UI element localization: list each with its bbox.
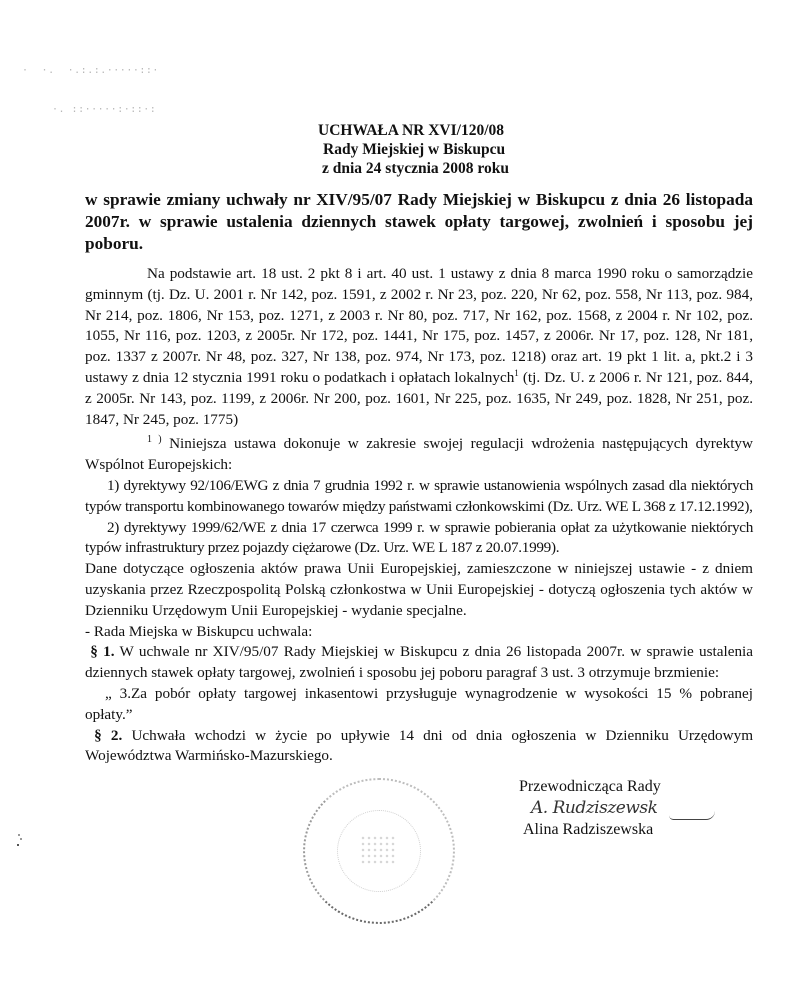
paragraph-1-quote: „ 3.Za pobór opłaty targowej inkasentowi przysługuje wynagrodzenie w wysokości 15 % pobranej opłaty.” [85, 684, 753, 723]
paragraph-1-label: § 1. [90, 643, 115, 661]
resolution-issuer: Rady Miejskiej w Biskupcu [323, 141, 506, 158]
resolution-subject: w sprawie zmiany uchwały nr XIV/95/07 Rady Miejskiej w Biskupcu z dnia 26 listopada 2007r. w sprawie ustalenia dziennych stawek opłaty targowej, zwolnień i sposobu jej poboru. [85, 190, 753, 253]
resolution-title: UCHWAŁA NR XVI/120/08 [318, 122, 505, 139]
resolution-header [318, 121, 618, 178]
signatory-name: Alina Radziszewska [523, 821, 654, 838]
signatory-role: Przewodnicząca Rady [519, 778, 661, 795]
paragraph-2-text: Uchwała wchodzi w życie po upływie 14 dni od dnia ogłoszenia w Dzienniku Urzędowym Województwa Warmińsko-Mazurskiego. [85, 726, 754, 765]
official-seal-stamp [303, 778, 455, 924]
footnote-text: Niniejsza ustawa dokonuje w zakresie swojej regulacji wdrożenia następujących dyrektyw Wspólnot Europejskich: [85, 435, 753, 474]
seal-emblem [360, 835, 396, 865]
paragraph-2-label: § 2. [94, 726, 123, 744]
margin-speck-marks [16, 833, 24, 849]
directive-item-1: 1) dyrektywy 92/106/EWG z dnia 7 grudnia 1992 r. w sprawie ustanowienia wspólnych zasad dla niektórych typów transportu kombinowanego towarów między państwami członkowskimi (Dz. Urz. WE L 368 z 17.12.1992), [85, 476, 753, 515]
registry-stamp [22, 38, 159, 129]
legal-basis-paragraph [85, 264, 753, 430]
directive-item-2: 2) dyrektywy 1999/62/WE z dnia 17 czerwca 1999 r. w sprawie pobierania opłat za użytkowanie niektórych typów infrastruktury przez pojazdy ciężarowe (Dz. Urz. WE L 187 z 20.07.1999). [85, 518, 753, 557]
paragraph-1-text: W uchwale nr XIV/95/07 Rady Miejskiej w Biskupcu z dnia 26 listopada 2007r. w sprawie ustalenia dziennych stawek opłaty targowej, zwolnień i sposobu jej poboru paragraf 3 ust. 3 otrzymuje brzmienie: [85, 643, 754, 682]
legal-basis-text-b: (tj. Dz. U. z 2006 r. Nr 121, poz. 844, z 2005r. Nr 143, poz. 1199, z 2006r. Nr 200, poz. 1601, Nr 225, poz. 1635, Nr 249, poz. 1828, Nr 251, poz. 1847, Nr 245, poz. 1775) [85, 368, 753, 428]
legal-basis-text-a: Na podstawie art. 18 ust. 2 pkt 8 i art. 40 ust. 1 ustawy z dnia 8 marca 1990 roku o samorządzie gminnym (tj. Dz. U. 2001 r. Nr 142, poz. 1591, z 2002 r. Nr 23, poz. 220, Nr 62, poz. 558, Nr 113, poz. 984, Nr 214, poz. 1806, Nr 153, poz. 1271, z 2003 r. Nr 80, poz. 717, Nr 162, poz. 1568, z 2004 r. Nr 102, poz. 1055, Nr 116, poz. 1203, z 2005r. Nr 172, poz. 1441, Nr 175, poz. 1457, z 2006r. Nr 17, poz. 128, Nr 181, poz. 1337 z 2007r. Nr 48, poz. 327, Nr 138, poz. 974, Nr 173, poz. 1218) oraz art. 19 pkt 1 lit. a, pkt.2 i 3 ustawy z dnia 12 stycznia 1991 roku o podatkach i opłatach lokalnych [85, 265, 753, 386]
resolution-body [85, 264, 753, 767]
registry-stamp-line-2: ·. ::·····:·::·: [52, 104, 157, 115]
registry-stamp-line-1: · ·. ·.:.:.·····::· [22, 65, 159, 76]
paragraph-1 [85, 642, 753, 684]
resolution-date: z dnia 24 stycznia 2008 roku [322, 160, 510, 177]
handwritten-signature: A. Rudziszewsk [519, 797, 749, 819]
footnote-reference: 1 [514, 367, 519, 378]
signature-block [519, 776, 749, 840]
resolves-line: - Rada Miejska w Biskupcu uchwala: [85, 622, 313, 640]
eu-publication-note: Dane dotyczące ogłoszenia aktów prawa Unii Europejskiej, zamieszczone w niniejszej ustawie - z dniem uzyskania przez Rzeczpospolitą Polską członkostwa w Unii Europejskiej - dotyczą ogłoszenia tych aktów w Dzienniku Urzędowym Unii Europejskiej - wydanie specjalne. [85, 560, 753, 619]
footnote-marker: 1 ) [147, 434, 162, 446]
paragraph-2 [85, 726, 753, 768]
footnote-paragraph [85, 430, 753, 476]
